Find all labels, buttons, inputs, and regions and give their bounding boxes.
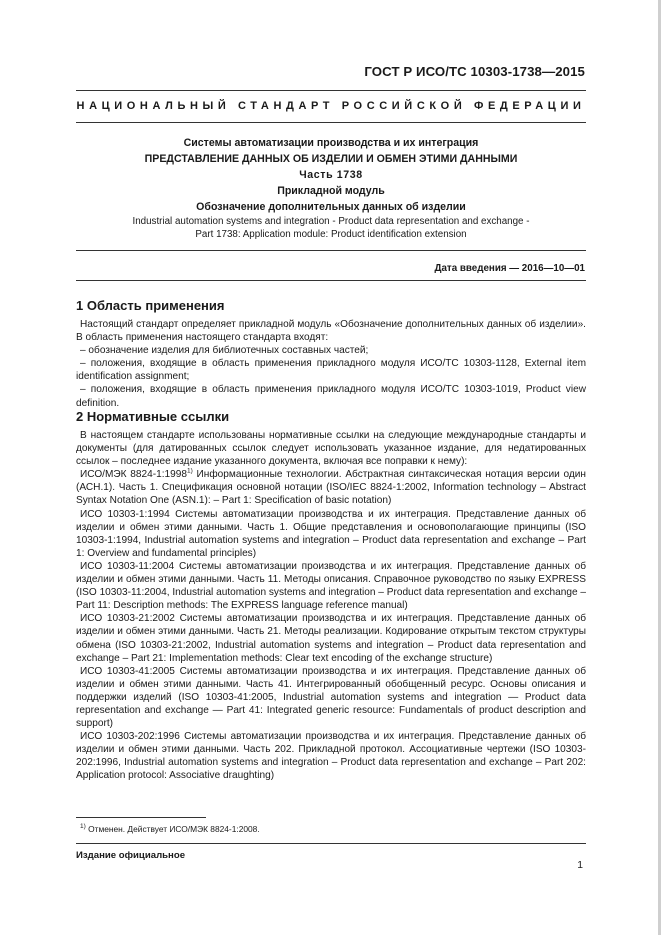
date-rule: [76, 280, 586, 281]
reference-item: ИСО 10303-11:2004 Системы автоматизации производства и их интеграция. Представление данных об изделии и обмен этими данными. Часть 11. Методы описания. Справочное руководство по языку EXPRESS (ISO 10303-11:2004, Industrial automation systems and integration – Product data representation and exchange – Part 11: Description methods: The EXPRESS language reference manual): [76, 560, 586, 612]
title-subtitle: Обозначение дополнительных данных об изделии: [196, 201, 466, 213]
page-number: 1: [577, 860, 583, 871]
section-1-paragraph: Настоящий стандарт определяет прикладной модуль «Обозначение дополнительных данных об изделии». В область применения настоящего стандарта входят:: [76, 319, 586, 344]
footnote-text: Отменен. Действует ИСО/МЭК 8824-1:2008.: [85, 824, 260, 834]
introduction-date: Дата введения — 2016—10—01: [434, 263, 585, 274]
footnote-mark: 1): [80, 823, 86, 831]
footnote: [80, 824, 260, 834]
footer-rule: [76, 843, 586, 844]
title-module: Прикладной модуль: [277, 185, 385, 197]
footnote-rule: [76, 817, 206, 818]
reference-code: ИСО/МЭК 8824-1:1998: [80, 469, 187, 481]
reference-item: ИСО 10303-21:2002 Системы автоматизации производства и их интеграция. Представление данных об изделии и обмен этими данными. Часть 21. Методы реализации. Кодирование открытым текстом структуры обмена (ISO 10303-21:2002, Industrial automation systems and integration – Product data representation and exchange – Part 21: Implementation methods: Clear text encoding of the exchange structure): [76, 613, 586, 664]
footnote-marker: 1): [186, 467, 193, 475]
reference-text: Информационные технологии. Абстрактная синтаксическая нотация версии один (АСН.1). Часть 1. Спецификация основной нотации (ISO/IEC 8824-1:2002, Information technology – Abstract Syntax Notation One (ASN.1): – Part 1: Specification of basic notation): [76, 469, 587, 507]
title-english-line-2: Part 1738: Application module: Product identification extension: [195, 229, 467, 240]
reference-item: [76, 468, 586, 507]
section-2-intro: В настоящем стандарте использованы нормативные ссылки на следующие международные стандарты и документы (для датированных ссылок следует использовать указанное издание, для недатированных ссылок – последнее издание указанного документа, включая все поправки к нему):: [76, 430, 586, 468]
title-rule: [76, 250, 586, 251]
header-rule-bottom: [76, 122, 586, 123]
reference-item: ИСО 10303-202:1996 Системы автоматизации производства и их интеграция. Представление данных об изделии и обмен этими данными. Часть 202. Прикладной протокол. Ассоциативные чертежи (ISO 10303-202:1996, Industrial automation systems and integration – Product data representation and exchange – Part 202: Application protocol: Associative draughting): [76, 731, 586, 782]
section-1-body: [76, 318, 586, 410]
section-1-paragraph: – положения, входящие в область применения прикладного модуля ИСО/ТС 10303-1019, Product view definition.: [76, 384, 586, 409]
section-2-heading: 2 Нормативные ссылки: [76, 409, 230, 424]
section-2-body: [76, 429, 586, 783]
header-rule-top: [76, 90, 586, 91]
title-english-line-1: Industrial automation systems and integration - Product data representation and exchange -: [132, 216, 530, 227]
title-line-1: Системы автоматизации производства и их интеграция: [183, 137, 479, 149]
document-number: ГОСТ Р ИСО/ТС 10303-1738—2015: [364, 64, 585, 79]
section-1-heading: 1 Область применения: [76, 298, 225, 313]
reference-item: ИСО 10303-1:1994 Системы автоматизации производства и их интеграция. Представление данных об изделии и обмен этими данными. Часть 1. Общие представления и основополагающие принципы (ISO 10303-1:1994, Industrial automation systems and integration – Product data representation and exchange – Part 1: Overview and fundamental principles): [76, 508, 586, 559]
edition-label: Издание официальное: [76, 850, 186, 861]
section-1-paragraph: – положения, входящие в область применения прикладного модуля ИСО/ТС 10303-1128, External item identification assignment;: [76, 358, 586, 383]
title-part: Часть 1738: [299, 169, 363, 181]
title-line-2: ПРЕДСТАВЛЕНИЕ ДАННЫХ ОБ ИЗДЕЛИИ И ОБМЕН ЭТИМИ ДАННЫМИ: [144, 153, 518, 165]
national-standard-banner: НАЦИОНАЛЬНЫЙ СТАНДАРТ РОССИЙСКОЙ ФЕДЕРАЦИИ: [76, 100, 586, 112]
reference-item: ИСО 10303-41:2005 Системы автоматизации производства и их интеграция. Представление данных об изделии и обмен этими данными. Часть 41. Интегрированный обобщенный ресурс. Основы описания и поддержки изделий (ISO 10303-41:2005, Industrial automation systems and integration — Product data representation and exchange — Part 41: Integrated generic resource: Fundamentals of product description and support): [76, 665, 586, 730]
section-1-paragraph: – обозначение изделия для библиотечных составных частей;: [80, 345, 369, 357]
